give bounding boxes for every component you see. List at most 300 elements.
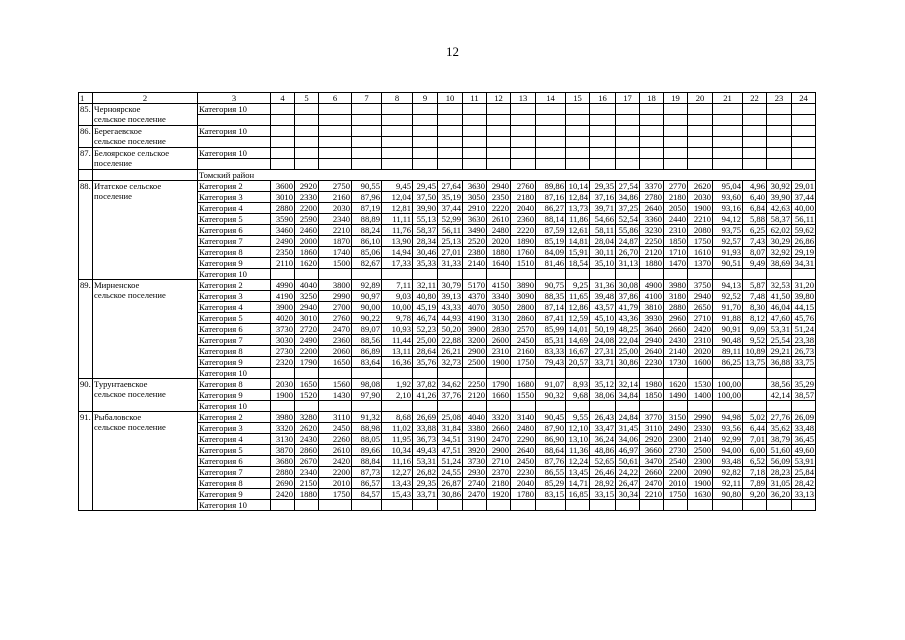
value-cell: [382, 368, 413, 379]
settlement-index: 90.: [79, 379, 93, 412]
value-cell: 2520: [463, 236, 487, 247]
value-cell: 90,22: [352, 313, 382, 324]
header-cell: 7: [352, 93, 382, 104]
value-cell: 29,01: [792, 181, 816, 192]
value-cell: 2200: [319, 467, 352, 478]
value-cell: [688, 368, 713, 379]
header-cell: 11: [463, 93, 487, 104]
empty-cell: [743, 115, 767, 126]
value-cell: [767, 104, 792, 115]
value-cell: 1600: [688, 357, 713, 368]
category-cell: Категория 4: [198, 203, 271, 214]
value-cell: [688, 148, 713, 159]
value-cell: 11,65: [566, 291, 590, 302]
value-cell: 2730: [664, 445, 688, 456]
value-cell: 26,43: [590, 412, 616, 423]
value-cell: 12,81: [382, 203, 413, 214]
value-cell: 1730: [664, 357, 688, 368]
empty-cell: [382, 137, 413, 148]
value-cell: 2640: [640, 346, 664, 357]
value-cell: 1370: [688, 258, 713, 269]
empty-cell: [319, 137, 352, 148]
value-cell: 52,99: [438, 214, 463, 225]
table-row: [79, 181, 816, 192]
value-cell: 22,04: [616, 335, 640, 346]
value-cell: 3200: [463, 335, 487, 346]
value-cell: [511, 269, 536, 280]
value-cell: 10,14: [566, 181, 590, 192]
value-cell: 92,89: [352, 280, 382, 291]
value-cell: [511, 368, 536, 379]
value-cell: [792, 368, 816, 379]
value-cell: 29,35: [590, 181, 616, 192]
value-cell: 31,05: [767, 478, 792, 489]
value-cell: 62,02: [767, 225, 792, 236]
value-cell: [511, 104, 536, 115]
value-cell: 38,56: [767, 379, 792, 390]
value-cell: 2360: [511, 214, 536, 225]
value-cell: [590, 148, 616, 159]
value-cell: 2620: [688, 181, 713, 192]
value-cell: 40,80: [413, 291, 438, 302]
table-row: [79, 280, 816, 291]
value-cell: [767, 126, 792, 137]
empty-cell: [198, 137, 271, 148]
value-cell: 27,31: [590, 346, 616, 357]
value-cell: 54,66: [590, 214, 616, 225]
value-cell: [413, 401, 438, 412]
value-cell: 1900: [688, 203, 713, 214]
value-cell: 51,24: [792, 324, 816, 335]
value-cell: 1880: [487, 247, 511, 258]
value-cell: 2140: [688, 434, 713, 445]
value-cell: 1750: [319, 489, 352, 500]
value-cell: 2670: [295, 456, 319, 467]
value-cell: 2930: [463, 467, 487, 478]
value-cell: 4190: [271, 291, 295, 302]
header-cell: 17: [616, 93, 640, 104]
category-cell: Категория 9: [198, 357, 271, 368]
value-cell: 84,57: [352, 489, 382, 500]
value-cell: 2010: [664, 478, 688, 489]
empty-cell: [713, 137, 743, 148]
value-cell: 3370: [640, 181, 664, 192]
value-cell: 1890: [511, 236, 536, 247]
empty-cell: [536, 159, 566, 170]
value-cell: 31,84: [438, 423, 463, 434]
value-cell: 33,15: [590, 489, 616, 500]
value-cell: [463, 148, 487, 159]
value-cell: [616, 368, 640, 379]
value-cell: 2960: [664, 313, 688, 324]
empty-cell: [319, 159, 352, 170]
category-cell: Категория 8: [198, 379, 271, 390]
value-cell: [566, 104, 590, 115]
value-cell: 3090: [511, 291, 536, 302]
value-cell: [713, 500, 743, 511]
value-cell: 2040: [511, 478, 536, 489]
header-cell: 5: [295, 93, 319, 104]
value-cell: 2920: [640, 434, 664, 445]
value-cell: [352, 269, 382, 280]
category-cell: Категория 4: [198, 302, 271, 313]
category-cell: Категория 10: [198, 401, 271, 412]
value-cell: [616, 401, 640, 412]
value-cell: 3770: [640, 412, 664, 423]
region-row: [79, 170, 816, 181]
value-cell: 35,19: [438, 192, 463, 203]
header-cell: 22: [743, 93, 767, 104]
region-label: Томский район: [198, 170, 816, 181]
value-cell: [536, 401, 566, 412]
value-cell: 2420: [688, 324, 713, 335]
value-cell: 58,37: [413, 225, 438, 236]
value-cell: 11,02: [382, 423, 413, 434]
value-cell: 3810: [640, 302, 664, 313]
value-cell: 2140: [664, 346, 688, 357]
value-cell: 43,33: [438, 302, 463, 313]
value-cell: 2360: [319, 335, 352, 346]
value-cell: 2470: [640, 478, 664, 489]
value-cell: 2040: [511, 203, 536, 214]
value-cell: 1680: [511, 379, 536, 390]
value-cell: 58,37: [767, 214, 792, 225]
value-cell: 48,86: [590, 445, 616, 456]
value-cell: 87,73: [352, 467, 382, 478]
empty-cell: [767, 137, 792, 148]
value-cell: [640, 126, 664, 137]
value-cell: 51,60: [767, 445, 792, 456]
value-cell: [438, 368, 463, 379]
value-cell: 3470: [640, 456, 664, 467]
value-cell: [352, 148, 382, 159]
empty-cell: [511, 115, 536, 126]
value-cell: 1900: [271, 390, 295, 401]
value-cell: 2140: [463, 258, 487, 269]
value-cell: 12,86: [566, 302, 590, 313]
value-cell: 2720: [295, 324, 319, 335]
value-cell: 2610: [487, 214, 511, 225]
value-cell: 3250: [295, 291, 319, 302]
value-cell: [640, 104, 664, 115]
value-cell: 90,32: [536, 390, 566, 401]
empty-cell: [295, 137, 319, 148]
empty-cell: [382, 159, 413, 170]
value-cell: [743, 368, 767, 379]
value-cell: 49,60: [792, 445, 816, 456]
category-cell: Категория 7: [198, 467, 271, 478]
value-cell: [536, 126, 566, 137]
value-cell: 11,86: [566, 214, 590, 225]
value-cell: 47,51: [438, 445, 463, 456]
empty-cell: [487, 137, 511, 148]
value-cell: 2990: [319, 291, 352, 302]
value-cell: 92,57: [713, 236, 743, 247]
value-cell: 26,86: [792, 236, 816, 247]
empty-cell: [792, 159, 816, 170]
value-cell: 2940: [295, 302, 319, 313]
value-cell: 3490: [463, 225, 487, 236]
empty-cell: [536, 115, 566, 126]
value-cell: [295, 104, 319, 115]
value-cell: 3630: [463, 181, 487, 192]
value-cell: 3010: [271, 192, 295, 203]
value-cell: [438, 148, 463, 159]
value-cell: 7,89: [743, 478, 767, 489]
value-cell: 2030: [319, 203, 352, 214]
value-cell: 2350: [487, 192, 511, 203]
value-cell: [295, 126, 319, 137]
value-cell: 88,05: [352, 434, 382, 445]
value-cell: 6,44: [743, 423, 767, 434]
value-cell: 12,24: [566, 456, 590, 467]
value-cell: [640, 401, 664, 412]
category-cell: Категория 6: [198, 456, 271, 467]
value-cell: 52,23: [413, 324, 438, 335]
value-cell: 50,61: [616, 456, 640, 467]
value-cell: [743, 401, 767, 412]
value-cell: 53,31: [413, 456, 438, 467]
value-cell: 37,16: [590, 192, 616, 203]
value-cell: 82,67: [352, 258, 382, 269]
value-cell: 9,45: [382, 181, 413, 192]
value-cell: 27,76: [767, 412, 792, 423]
value-cell: 2010: [319, 478, 352, 489]
empty-cell: [566, 115, 590, 126]
value-cell: 1660: [487, 390, 511, 401]
value-cell: 32,53: [767, 280, 792, 291]
value-cell: 92,11: [713, 478, 743, 489]
value-cell: 14,01: [566, 324, 590, 335]
value-cell: 47,60: [767, 313, 792, 324]
value-cell: [688, 104, 713, 115]
empty-cell: [352, 115, 382, 126]
value-cell: [566, 401, 590, 412]
category-cell: Категория 6: [198, 324, 271, 335]
value-cell: 33,13: [792, 489, 816, 500]
value-cell: 2260: [319, 434, 352, 445]
value-cell: [382, 401, 413, 412]
value-cell: 36,45: [792, 434, 816, 445]
value-cell: 93,75: [713, 225, 743, 236]
value-cell: 3730: [271, 324, 295, 335]
value-cell: 2000: [295, 236, 319, 247]
value-cell: 5,02: [743, 412, 767, 423]
value-cell: 8,93: [566, 379, 590, 390]
category-cell: Категория 10: [198, 269, 271, 280]
value-cell: 88,98: [352, 423, 382, 434]
value-cell: 1550: [511, 390, 536, 401]
value-cell: 2490: [664, 423, 688, 434]
value-cell: 86,27: [536, 203, 566, 214]
value-cell: [616, 148, 640, 159]
value-cell: 35,76: [413, 357, 438, 368]
empty-cell: [352, 159, 382, 170]
value-cell: 26,09: [792, 412, 816, 423]
empty-cell: [713, 159, 743, 170]
value-cell: [640, 368, 664, 379]
value-cell: 25,13: [438, 236, 463, 247]
value-cell: 52,54: [616, 214, 640, 225]
value-cell: [792, 104, 816, 115]
value-cell: 2610: [319, 445, 352, 456]
value-cell: 3360: [640, 214, 664, 225]
value-cell: [536, 368, 566, 379]
value-cell: 45,10: [590, 313, 616, 324]
settlement-name: [93, 104, 198, 126]
value-cell: 24,22: [616, 467, 640, 478]
settlement-name: [93, 412, 198, 511]
settlement-name-line: поселение: [94, 191, 132, 201]
value-cell: 2780: [640, 192, 664, 203]
value-cell: 6,25: [743, 225, 767, 236]
header-cell: 8: [382, 93, 413, 104]
value-cell: 86,25: [713, 357, 743, 368]
value-cell: 55,86: [616, 225, 640, 236]
value-cell: 35,33: [413, 258, 438, 269]
value-cell: 2120: [640, 247, 664, 258]
value-cell: [792, 148, 816, 159]
category-cell: Категория 10: [198, 148, 271, 159]
value-cell: 33,75: [792, 357, 816, 368]
value-cell: 36,20: [767, 489, 792, 500]
value-cell: 90,97: [352, 291, 382, 302]
value-cell: 45,19: [413, 302, 438, 313]
value-cell: 2110: [271, 258, 295, 269]
value-cell: [487, 401, 511, 412]
header-cell: 15: [566, 93, 590, 104]
value-cell: [271, 368, 295, 379]
value-cell: 39,90: [767, 192, 792, 203]
value-cell: [271, 401, 295, 412]
value-cell: [566, 269, 590, 280]
value-cell: 6,00: [743, 445, 767, 456]
value-cell: 28,92: [590, 478, 616, 489]
value-cell: [487, 148, 511, 159]
header-cell: 18: [640, 93, 664, 104]
value-cell: 2210: [319, 225, 352, 236]
value-cell: [319, 500, 352, 511]
value-cell: 53,31: [767, 324, 792, 335]
value-cell: 1520: [295, 390, 319, 401]
value-cell: [616, 500, 640, 511]
value-cell: 10,89: [743, 346, 767, 357]
value-cell: 2030: [271, 379, 295, 390]
value-cell: 91,88: [713, 313, 743, 324]
value-cell: [536, 500, 566, 511]
value-cell: [713, 401, 743, 412]
empty-cell: [767, 115, 792, 126]
value-cell: 36,73: [413, 434, 438, 445]
header-cell: 21: [713, 93, 743, 104]
value-cell: 98,08: [352, 379, 382, 390]
value-cell: 89,07: [352, 324, 382, 335]
value-cell: 2160: [511, 346, 536, 357]
value-cell: 87,90: [536, 423, 566, 434]
value-cell: 37,76: [438, 390, 463, 401]
value-cell: [438, 126, 463, 137]
value-cell: 92,82: [713, 467, 743, 478]
value-cell: 2500: [688, 445, 713, 456]
value-cell: 24,87: [616, 236, 640, 247]
value-cell: 88,89: [352, 214, 382, 225]
value-cell: 3050: [487, 302, 511, 313]
value-cell: [566, 126, 590, 137]
value-cell: 13,43: [382, 478, 413, 489]
value-cell: 25,08: [438, 412, 463, 423]
value-cell: [319, 148, 352, 159]
value-cell: 1630: [688, 489, 713, 500]
empty-cell: [688, 159, 713, 170]
value-cell: 2230: [640, 357, 664, 368]
value-cell: 9,52: [743, 335, 767, 346]
empty-cell: [463, 159, 487, 170]
category-cell: Категория 2: [198, 280, 271, 291]
value-cell: [590, 401, 616, 412]
value-cell: 3980: [664, 280, 688, 291]
value-cell: 2490: [271, 236, 295, 247]
settlement-name-line: Турунтаевское: [94, 379, 148, 389]
value-cell: 2250: [640, 236, 664, 247]
value-cell: 15,43: [382, 489, 413, 500]
value-cell: 94,98: [713, 412, 743, 423]
value-cell: 2320: [271, 357, 295, 368]
value-cell: 2750: [319, 181, 352, 192]
value-cell: 3900: [271, 302, 295, 313]
value-cell: [463, 126, 487, 137]
value-cell: [590, 500, 616, 511]
value-cell: [767, 148, 792, 159]
value-cell: 29,45: [413, 181, 438, 192]
empty-cell: [743, 159, 767, 170]
value-cell: [487, 104, 511, 115]
value-cell: [616, 269, 640, 280]
value-cell: 2450: [319, 423, 352, 434]
value-cell: 42,14: [767, 390, 792, 401]
value-cell: 2860: [295, 445, 319, 456]
value-cell: 91,70: [713, 302, 743, 313]
value-cell: 1850: [640, 390, 664, 401]
settlement-name: [93, 379, 198, 412]
value-cell: [511, 401, 536, 412]
value-cell: 2220: [511, 225, 536, 236]
value-cell: 31,33: [438, 258, 463, 269]
value-cell: [319, 269, 352, 280]
settlement-name-line: Рыбаловское: [94, 412, 142, 422]
value-cell: 2450: [511, 456, 536, 467]
value-cell: [743, 390, 767, 401]
value-cell: 31,45: [616, 423, 640, 434]
value-cell: [352, 500, 382, 511]
value-cell: 93,16: [713, 203, 743, 214]
value-cell: 30,86: [616, 357, 640, 368]
settlement-name-line: сельское поселение: [94, 290, 166, 300]
value-cell: 2710: [487, 456, 511, 467]
value-cell: 90,00: [352, 302, 382, 313]
value-cell: 6,40: [743, 192, 767, 203]
empty-cell: [590, 137, 616, 148]
value-cell: 14,94: [382, 247, 413, 258]
category-cell: Категория 8: [198, 478, 271, 489]
value-cell: 37,50: [413, 192, 438, 203]
value-cell: 9,20: [743, 489, 767, 500]
value-cell: 35,62: [767, 423, 792, 434]
value-cell: [743, 500, 767, 511]
value-cell: [743, 148, 767, 159]
value-cell: 27,01: [438, 247, 463, 258]
empty-cell: [640, 159, 664, 170]
value-cell: [664, 401, 688, 412]
